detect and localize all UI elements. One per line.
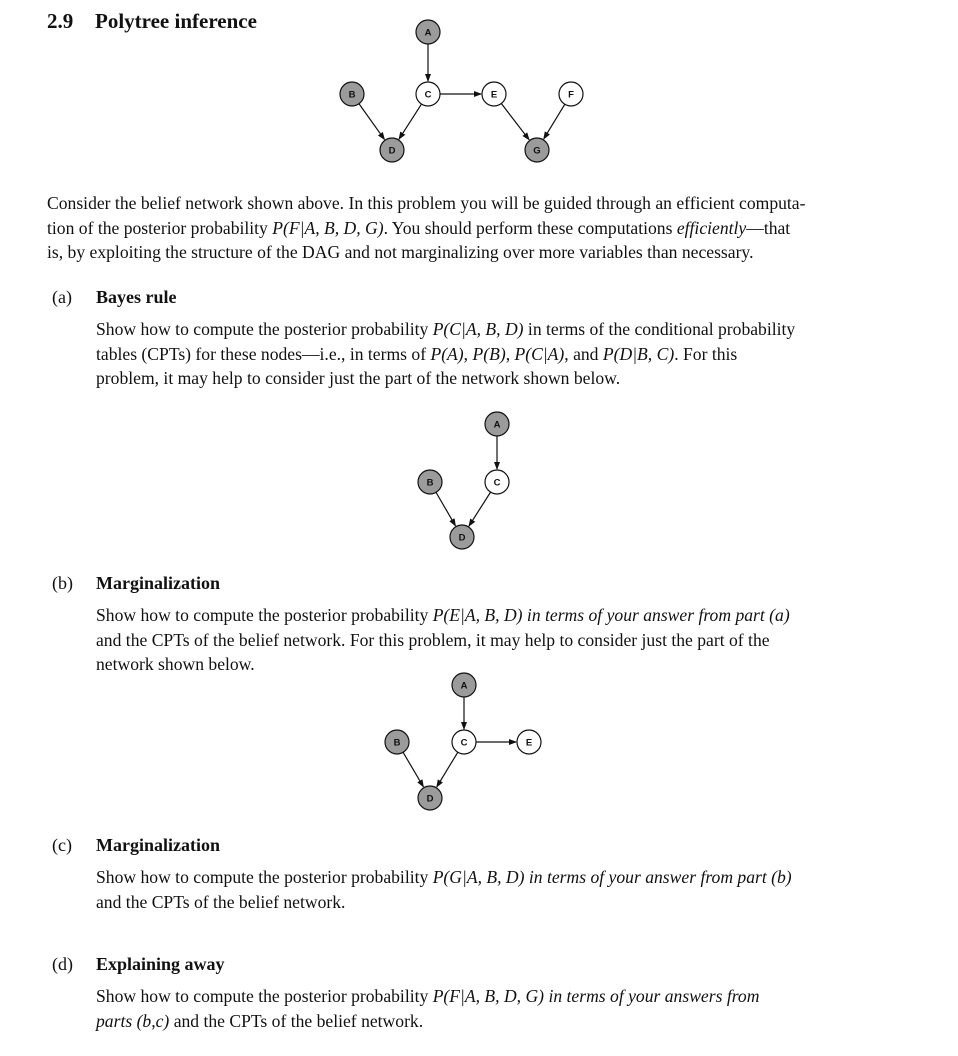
- part-a-title: Bayes rule: [96, 287, 177, 307]
- edge-c-d: [469, 492, 491, 526]
- edge-b-d: [403, 752, 423, 786]
- node-label-a: A: [424, 27, 432, 39]
- node-label-e: E: [490, 89, 498, 101]
- part-c-title: Marginalization: [96, 835, 220, 855]
- part-d-label: (d): [52, 954, 73, 974]
- part-b-network-graph: [385, 673, 541, 810]
- part-b-line-2: and the CPTs of the belief network. For this problem, it may help to consider just the part of the: [96, 629, 770, 650]
- node-label-b: B: [348, 89, 356, 101]
- part-b-heading: [52, 573, 220, 594]
- part-c-line-1: Show how to compute the posterior probability P(G|A, B, D) in terms of your answer from part (b): [96, 867, 792, 887]
- part-d-heading: [52, 954, 225, 975]
- main-network-graph: [340, 20, 583, 162]
- edge-c-d: [437, 752, 458, 787]
- part-b-label: (b): [52, 573, 73, 593]
- node-label-c: C: [424, 89, 432, 101]
- emphasis-efficiently: efficiently: [676, 217, 747, 238]
- intro-line-3: is, by exploiting the structure of the DAG and not marginalizing over more variables than necessary.: [47, 242, 754, 262]
- part-a-network-graph: [418, 412, 509, 549]
- edge-e-g: [501, 104, 529, 140]
- edge-f-g: [544, 104, 565, 139]
- edge-b-d: [436, 492, 455, 525]
- part-c-body: [96, 865, 881, 914]
- part-b-body: [96, 603, 881, 677]
- part-a-label: (a): [52, 287, 72, 307]
- intro-paragraph: [47, 191, 881, 265]
- part-a-heading: [52, 287, 177, 308]
- part-c-label: (c): [52, 835, 72, 855]
- section-number: 2.9: [47, 9, 74, 33]
- node-label-c: C: [493, 477, 501, 489]
- part-a-line-2: tables (CPTs) for these nodes—i.e., in terms of P(A), P(B), P(C|A), and P(D|B, C). For this: [96, 343, 738, 364]
- math-expression: P(F|A, B, D, G): [272, 217, 384, 238]
- intro-line-1: Consider the belief network shown above. In this problem you will be guided through an efficient computa-: [47, 193, 806, 213]
- intro-line-2: tion of the posterior probability P(F|A, B, D, G). You should perform these computations efficiently—that: [47, 217, 791, 238]
- part-b-line-3: network shown below.: [96, 654, 255, 674]
- part-a-body: [96, 317, 881, 391]
- part-d-line-2: parts (b,c) and the CPTs of the belief network.: [96, 1010, 424, 1031]
- section-heading: Polytree inference: [95, 9, 257, 33]
- node-label-b: B: [426, 477, 434, 489]
- part-b-line-1: Show how to compute the posterior probability P(E|A, B, D) in terms of your answer from part (a): [96, 605, 790, 625]
- part-a-line-3: problem, it may help to consider just the part of the network shown below.: [96, 368, 621, 388]
- math-expression: P(C|A, B, D): [432, 319, 524, 339]
- node-label-d: D: [458, 532, 466, 544]
- math-expression: P(F|A, B, D, G): [432, 986, 545, 1006]
- math-expression: P(E|A, B, D): [432, 605, 523, 625]
- node-label-g: G: [533, 145, 541, 157]
- node-label-d: D: [388, 145, 396, 157]
- part-b-title: Marginalization: [96, 573, 220, 593]
- edge-b-d: [359, 104, 384, 140]
- node-label-b: B: [393, 737, 401, 749]
- node-label-c: C: [460, 737, 468, 749]
- edge-c-d: [399, 104, 421, 139]
- node-label-f: F: [568, 89, 574, 101]
- part-a-line-1: Show how to compute the posterior probability P(C|A, B, D) in terms of the conditional probability: [96, 319, 796, 339]
- part-d-title: Explaining away: [96, 954, 225, 974]
- node-label-e: E: [525, 737, 533, 749]
- part-c-line-2: and the CPTs of the belief network.: [96, 891, 346, 912]
- node-label-a: A: [493, 419, 501, 431]
- part-d-body: [96, 984, 881, 1033]
- part-d-line-1: Show how to compute the posterior probability P(F|A, B, D, G) in terms of your answers from: [96, 986, 760, 1006]
- math-expression: P(G|A, B, D): [432, 867, 525, 887]
- part-c-heading: [52, 835, 220, 856]
- node-label-d: D: [426, 793, 434, 805]
- node-label-a: A: [460, 680, 468, 692]
